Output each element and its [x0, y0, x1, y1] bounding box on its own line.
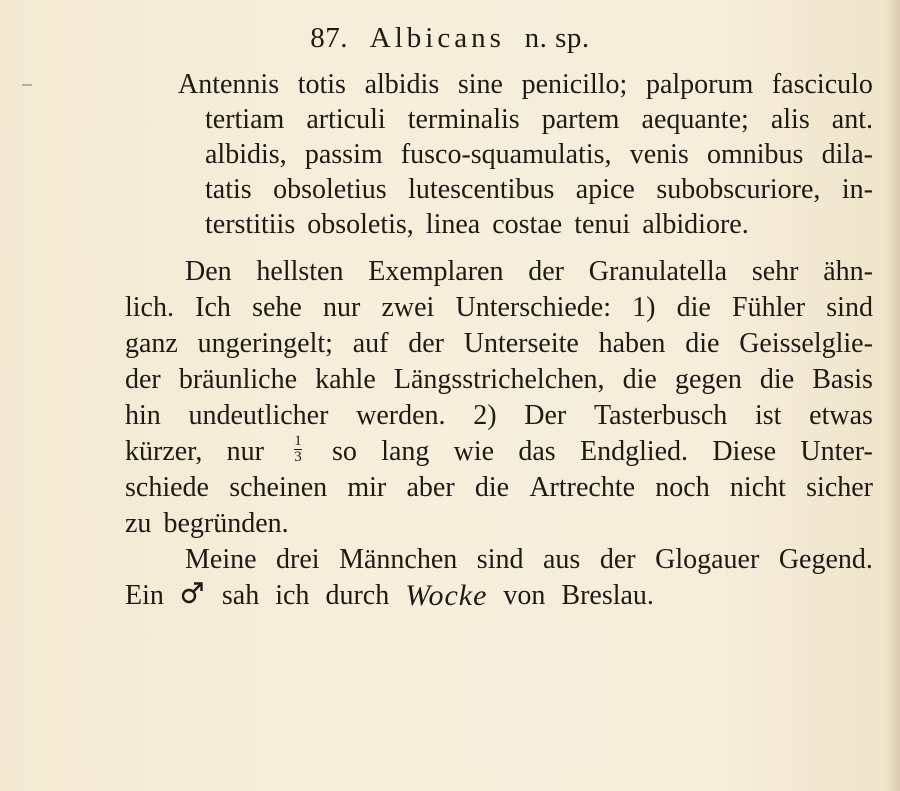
word: ähn- — [823, 256, 873, 287]
word: noch — [655, 472, 710, 503]
word: begründen. — [163, 508, 289, 539]
word: haben — [598, 328, 666, 359]
word: Unter- — [800, 436, 873, 467]
word: ist — [755, 400, 782, 431]
word: der — [599, 544, 636, 575]
word: fasciculo — [771, 69, 873, 100]
word: schiede — [125, 472, 209, 503]
word: so — [332, 436, 357, 467]
word: Ich — [195, 292, 231, 323]
word: ganz — [125, 328, 178, 359]
word: sind — [476, 544, 524, 575]
word: sicher — [806, 472, 873, 503]
latin-line-3 — [205, 138, 873, 172]
word: die — [685, 328, 720, 359]
word: tertiam — [205, 104, 285, 135]
word: Gegend. — [778, 544, 873, 575]
word: undeutlicher — [188, 400, 329, 431]
word: Basis — [812, 364, 873, 395]
word: mir — [347, 472, 387, 503]
species-name: Albicans — [369, 22, 505, 54]
species-heading — [0, 22, 900, 55]
word: Meine — [185, 544, 257, 575]
latin-line-5 — [205, 208, 873, 242]
word: Exemplaren — [368, 256, 504, 287]
word: Endglied. — [579, 436, 689, 467]
word: sind — [826, 292, 873, 323]
word: von — [503, 580, 546, 611]
latin-line-4 — [205, 173, 873, 207]
word: aequante; — [641, 104, 749, 135]
latin-line-1 — [178, 68, 873, 102]
latin-line-2 — [205, 103, 873, 137]
word: Den — [185, 256, 232, 287]
word: Fühler — [732, 292, 806, 323]
word: nur — [226, 436, 264, 467]
word: passim — [304, 139, 383, 170]
word: das — [518, 436, 556, 467]
word: albidis, — [205, 139, 287, 170]
word: hellsten — [256, 256, 344, 287]
word: werden. — [356, 400, 446, 431]
word: nur — [323, 292, 361, 323]
word: Diese — [712, 436, 777, 467]
word: partem — [541, 104, 620, 135]
word: articuli — [306, 104, 386, 135]
german-line-3 — [125, 327, 873, 361]
word: aus — [543, 544, 581, 575]
word: linea — [425, 209, 481, 240]
word: sehr — [751, 256, 799, 287]
word: Granulatella — [588, 256, 728, 287]
word: 1) — [632, 292, 656, 323]
word: der — [408, 328, 444, 359]
word: die — [622, 364, 657, 395]
male-symbol-icon — [180, 579, 206, 605]
word: Tasterbusch — [593, 400, 728, 431]
word: hin — [125, 400, 161, 431]
word: kahle — [315, 364, 376, 395]
word: palporum — [645, 69, 754, 100]
word: wie — [453, 436, 495, 467]
word: bräunliche — [178, 364, 298, 395]
word: obsoletius — [273, 174, 387, 205]
word: 2) — [473, 400, 497, 431]
word: Artrechte — [529, 472, 636, 503]
german-line-7 — [125, 471, 873, 505]
word: kürzer, — [125, 436, 203, 467]
word: Der — [524, 400, 567, 431]
word: penicillo; — [521, 69, 628, 100]
fraction-denominator: 3 — [294, 449, 302, 465]
word: der — [125, 364, 161, 395]
word: in- — [841, 174, 873, 205]
german-line-4 — [125, 363, 873, 397]
word: Glogauer — [655, 544, 760, 575]
word: subobscuriore, — [656, 174, 821, 205]
word: ungeringelt; — [197, 328, 333, 359]
word: gegen — [674, 364, 742, 395]
word: Antennis — [178, 69, 280, 100]
word: Unterseite — [463, 328, 579, 359]
word: lich. — [125, 292, 174, 323]
word: ant. — [831, 104, 873, 135]
word: tatis — [205, 174, 252, 205]
page-edge-shadow — [886, 0, 900, 791]
word: auf — [352, 328, 389, 359]
word: terstitiis — [205, 209, 296, 240]
word: der — [528, 256, 564, 287]
word: obsoletis, — [307, 209, 414, 240]
word: aber — [406, 472, 455, 503]
word: sine — [457, 69, 503, 100]
species-suffix: n. sp. — [524, 22, 590, 54]
word: albidiore. — [642, 209, 749, 240]
german-line-9 — [185, 543, 873, 577]
word: omnibus — [707, 139, 804, 170]
word: sehe — [252, 292, 302, 323]
word: fusco-squamulatis, — [400, 139, 612, 170]
word: venis — [629, 139, 689, 170]
word: durch — [325, 580, 390, 611]
word: tenui — [574, 209, 631, 240]
word: terminalis — [407, 104, 520, 135]
fraction-numerator: 1 — [294, 433, 302, 449]
word: Längsstrichelchen, — [393, 364, 605, 395]
fraction-one-third — [294, 435, 302, 469]
word: ich — [275, 580, 310, 611]
word: die — [759, 364, 795, 395]
word: alis — [770, 104, 810, 135]
german-line-6 — [125, 435, 873, 469]
word: lutescentibus — [408, 174, 555, 205]
word: Breslau. — [561, 580, 654, 611]
word: etwas — [809, 400, 873, 431]
word: zwei — [381, 292, 435, 323]
person-name: Wocke — [405, 579, 488, 612]
word: Unterschiede: — [455, 292, 611, 323]
word: zu — [125, 508, 152, 539]
word: scheinen — [229, 472, 328, 503]
german-line-2 — [125, 291, 873, 325]
german-line-5 — [125, 399, 873, 433]
word: apice — [575, 174, 635, 205]
word: lang — [381, 436, 430, 467]
word: drei — [276, 544, 320, 575]
word: nicht — [729, 472, 786, 503]
word: sah — [221, 580, 260, 611]
word: Geisselglie- — [739, 328, 873, 359]
word: die — [676, 292, 711, 323]
word: dila- — [821, 139, 873, 170]
word: costae — [492, 209, 563, 240]
word: die — [474, 472, 510, 503]
species-number: 87. — [310, 22, 349, 54]
german-line-1 — [185, 255, 873, 289]
german-line-8 — [125, 507, 873, 541]
word: Männchen — [339, 544, 458, 575]
word: totis — [297, 69, 346, 100]
margin-mark — [22, 84, 32, 86]
german-line-10 — [125, 579, 873, 613]
word: albidis — [364, 69, 440, 100]
word: Ein — [125, 580, 164, 611]
